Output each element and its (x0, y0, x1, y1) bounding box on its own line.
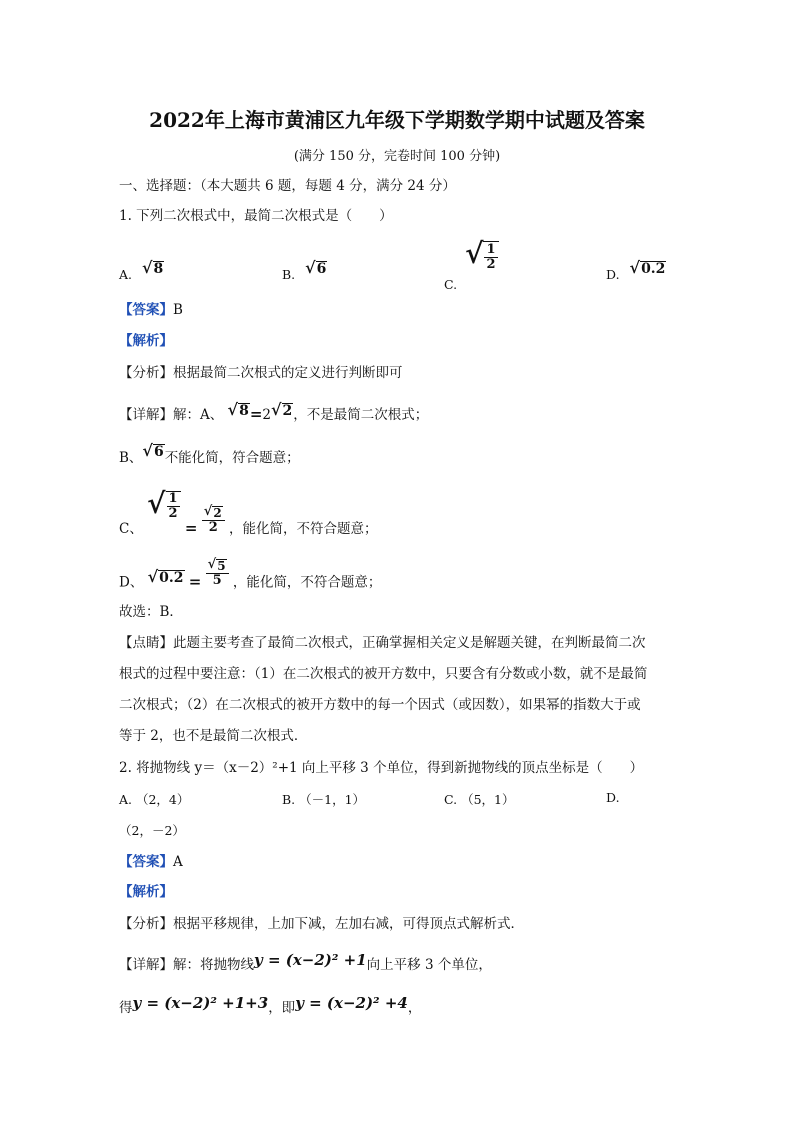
line-prefix: C、 (119, 521, 143, 537)
q1-fenxi (119, 363, 403, 383)
fenxi-tag: 【分析】 (119, 365, 173, 381)
radicand: 2 (213, 505, 222, 520)
radicand: 5 (217, 559, 226, 573)
xiangjie-tag: 【详解】 (119, 957, 173, 973)
denominator: 2 (208, 519, 218, 535)
sqrt-6: √ 6 (305, 258, 327, 277)
page-title: 2022年上海市黄浦区九年级下学期数学期中试题及答案 (149, 108, 645, 132)
sqrt-one-half: √ $\frac{1}{2}$ (147, 490, 180, 520)
q1-dianjing-2: 根式的过程中要注意：（1）在二次根式的被开方数中，只要含有分数或小数，就不是最简 (119, 666, 648, 682)
answer-tag: 【答案】 (119, 854, 173, 870)
line-prefix: 解：A、 (173, 407, 224, 423)
q2-fenxi (119, 914, 524, 934)
question-1-stem: 1. 下列二次根式中，最简二次根式是（ ） (119, 208, 393, 224)
sqrt-8: √ 8 (142, 258, 164, 277)
fenxi-text: 根据平移规律，上加下减，左加右减，可得顶点式解析式． (173, 916, 524, 932)
q2-analysis-tag (119, 882, 173, 902)
fraction-sqrt5-over-5: √ 5 5 (206, 558, 229, 588)
radicand: 8 (153, 261, 164, 277)
equals: = (249, 405, 263, 423)
sqrt-6: √ 6 (142, 441, 164, 460)
line-prefix: D、 (119, 574, 144, 591)
sqrt-one-half: √ $\frac{1}{2}$ (465, 240, 498, 271)
q1-analysis-tag (119, 331, 173, 351)
sqrt-0-2: √ 0.2 (147, 567, 184, 587)
sqrt-8: √ 8 (227, 400, 249, 419)
q1-dianjing-1 (119, 633, 646, 653)
sqrt-0-2: √ 0.2 (629, 258, 666, 277)
formula: y = (x−2)² +1+3 (132, 994, 269, 1012)
q1-dianjing-4: 等于 2，也不是最简二次根式． (119, 728, 308, 744)
q2-option-a: A. （2，4） (119, 792, 190, 807)
q2-option-c: C. （5，1） (444, 792, 515, 807)
line-suffix: ，不是最简二次根式； (293, 407, 429, 423)
line-mid: ，即 (268, 1000, 296, 1016)
line-suffix: ，能化简，不符合题意； (228, 521, 378, 537)
line-suffix: ， (407, 1000, 422, 1016)
section-heading: 一、选择题：（本大题共 6 题，每题 4 分，满分 24 分） (119, 178, 456, 194)
answer-tag: 【答案】 (119, 302, 173, 318)
q1-dianjing-3: 二次根式；（2）在二次根式的被开方数中的每一个因式（或因数），如果幂的指数大于或 (119, 697, 641, 713)
answer-value: B (173, 302, 183, 318)
q1-solution-b (119, 441, 300, 468)
dianjing-tag: 【点睛】 (119, 635, 173, 651)
line-suffix: 不能化简，符合题意； (164, 450, 300, 466)
option-label: C. (444, 277, 458, 292)
q1-conclusion: 故选：B． (119, 604, 183, 620)
xiangjie-tag: 【详解】 (119, 407, 173, 423)
answer-value: A (173, 854, 183, 870)
radicand: 2 (282, 403, 293, 419)
q1-option-a (119, 258, 164, 283)
line-prefix: 解：将抛物线 (173, 957, 254, 973)
q1-option-d (606, 258, 666, 283)
line-suffix: 向上平移 3 个单位， (366, 957, 492, 973)
equals: = (184, 519, 198, 537)
sqrt-2: √ 2 (270, 400, 293, 419)
numerator: 1 (486, 242, 496, 257)
coefficient: 2 (262, 407, 271, 423)
denominator: 2 (486, 256, 496, 272)
dianjing-text: 此题主要考查了最简二次根式，正确掌握相关定义是解题关键，在判断最简二次 (173, 635, 646, 651)
radicand: 0.2 (159, 570, 184, 587)
q1-option-c (444, 237, 499, 297)
equals: = (188, 572, 202, 591)
radicand: 6 (316, 261, 327, 277)
option-label: A. (119, 267, 133, 282)
question-2-stem: 2. 将抛物线 y＝（x－2）²+1 向上平移 3 个单位，得到新抛物线的顶点坐标是（ ） (119, 760, 644, 776)
q2-xiangjie (119, 951, 492, 975)
q2-option-d-value: （2，－2） (119, 823, 185, 838)
line-prefix: 得 (119, 1000, 133, 1016)
fraction-sqrt2-over-2: √ 2 2 (202, 505, 225, 535)
q1-solution-c (119, 487, 378, 544)
radicand: 6 (153, 444, 164, 460)
q2-option-d: D. (606, 790, 620, 805)
denominator: 5 (212, 573, 222, 589)
option-label: B. (282, 267, 296, 282)
q1-solution-a (119, 400, 429, 425)
page-subtitle: (满分 150 分，完卷时间 100 分钟) (293, 149, 501, 164)
numerator: 1 (168, 491, 178, 506)
radicand: 0.2 (641, 261, 666, 277)
formula: y = (x−2)² +4 (295, 994, 408, 1012)
q2-result (119, 994, 422, 1018)
q1-option-b (282, 258, 327, 283)
analysis-tag: 【解析】 (119, 884, 173, 900)
analysis-tag: 【解析】 (119, 333, 173, 349)
fenxi-text: 根据最简二次根式的定义进行判断即可 (173, 365, 403, 381)
q2-answer (119, 852, 183, 872)
line-suffix: ，能化简，不符合题意； (232, 574, 382, 591)
radicand: 8 (239, 403, 249, 419)
q1-answer (119, 300, 183, 320)
line-prefix: B、 (119, 450, 143, 466)
denominator: 2 (168, 505, 178, 521)
q2-option-b: B. （－1，1） (282, 792, 366, 807)
q1-solution-d (119, 557, 382, 598)
fenxi-tag: 【分析】 (119, 916, 173, 932)
formula: y = (x−2)² +1 (254, 951, 367, 969)
option-label: D. (606, 267, 620, 282)
